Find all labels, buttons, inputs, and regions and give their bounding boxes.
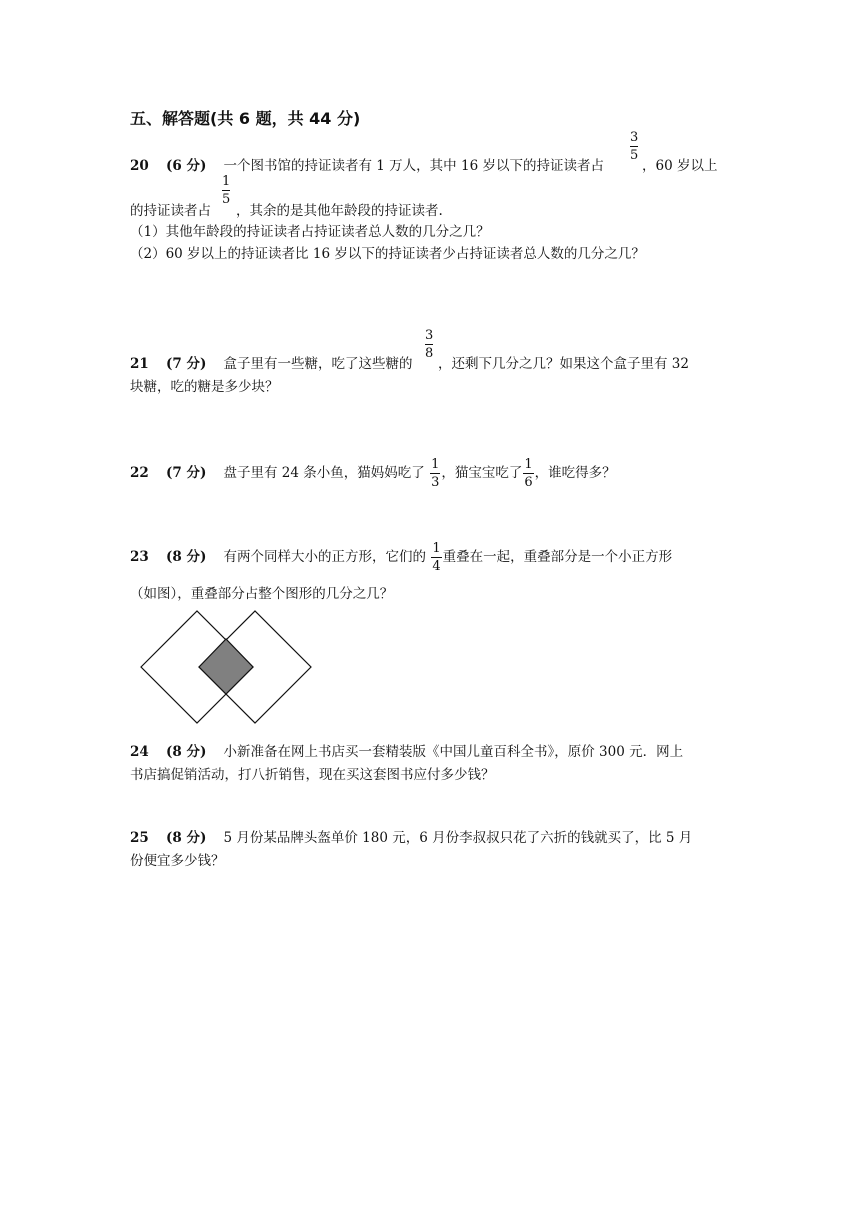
question-25-line-2: 份便宜多少钱？ <box>130 853 225 869</box>
question-text: 盘子里有 24 条小鱼，猫妈妈吃了 <box>223 465 425 481</box>
overlap-square <box>199 639 253 694</box>
question-score: (8 分) <box>165 830 207 846</box>
question-20-line-2-end: ，其余的是其他年龄段的持证读者. <box>236 203 443 219</box>
question-score: (8 分) <box>165 744 207 760</box>
question-21-line-2: 块糖，吃的糖是多少块？ <box>130 379 279 395</box>
question-21-line-1 <box>130 352 413 372</box>
fraction-denominator: 5 <box>630 148 639 163</box>
question-24-line-2: 书店搞促销活动，打八折销售，现在买这套图书应付多少钱？ <box>130 767 495 783</box>
question-25-line-1 <box>130 826 692 846</box>
fraction-1-5 <box>222 175 230 206</box>
question-text: 5 月份某品牌头盔单价 180 元，6 月份李叔叔只花了六折的钱就买了，比 5 月 <box>223 830 693 846</box>
fraction-numerator: 1 <box>222 174 231 189</box>
question-score: (6 分) <box>165 158 207 174</box>
fraction-denominator: 8 <box>425 346 434 361</box>
fraction-1-4: $\frac{1}{4}$ <box>432 541 441 574</box>
section-title: 五、解答题(共 6 题，共 44 分) <box>130 109 361 128</box>
question-text: 一个图书馆的持证读者有 1 万人，其中 16 岁以下的持证读者占 <box>223 158 604 174</box>
question-23-line-1 <box>130 542 672 573</box>
question-text: ，猫宝宝吃了 <box>441 465 523 481</box>
question-number: 25 <box>130 830 149 846</box>
fraction-1-3: $\frac{1}{3}$ <box>431 457 440 490</box>
question-text: 盒子里有一些糖，吃了这些糖的 <box>223 356 413 372</box>
question-20-line-1 <box>130 154 604 174</box>
question-24-line-1 <box>130 740 683 760</box>
fraction-numerator: 3 <box>425 328 434 343</box>
question-number: 21 <box>130 356 149 372</box>
question-number: 22 <box>130 465 149 481</box>
fraction-numerator: 3 <box>630 130 639 145</box>
question-text: 重叠在一起，重叠部分是一个小正方形 <box>442 549 673 565</box>
fraction-1-6: $\frac{1}{6}$ <box>524 457 533 490</box>
question-number: 20 <box>130 158 149 174</box>
question-21-line-1-end: ，还剩下几分之几？如果这个盒子里有 32 <box>438 356 689 372</box>
fraction-3-5 <box>630 131 638 162</box>
question-score: (8 分) <box>165 549 207 565</box>
fraction-3-8 <box>425 329 433 360</box>
question-text: ，谁吃得多？ <box>534 465 616 481</box>
question-number: 24 <box>130 744 149 760</box>
question-text: 小新准备在网上书店买一套精装版《中国儿童百科全书》，原价 300 元．网上 <box>223 744 684 760</box>
question-20-line-2: 的持证读者占 <box>130 203 211 219</box>
question-number: 23 <box>130 549 149 565</box>
question-score: (7 分) <box>165 465 207 481</box>
overlapping-squares-figure <box>130 605 330 733</box>
question-22 <box>130 458 616 489</box>
question-score: (7 分) <box>165 356 207 372</box>
question-text: 有两个同样大小的正方形，它们的 <box>223 549 427 565</box>
question-23-line-2: （如图），重叠部分占整个图形的几分之几？ <box>130 586 394 602</box>
fraction-denominator: 5 <box>222 192 231 207</box>
question-20-line-1-end: ，60 岁以上 <box>642 158 718 174</box>
question-20-subquestion-2: （2）60 岁以上的持证读者比 16 岁以下的持证读者少占持证读者总人数的几分之几？ <box>130 246 645 262</box>
question-20-subquestion-1: （1）其他年龄段的持证读者占持证读者总人数的几分之几？ <box>130 224 490 240</box>
